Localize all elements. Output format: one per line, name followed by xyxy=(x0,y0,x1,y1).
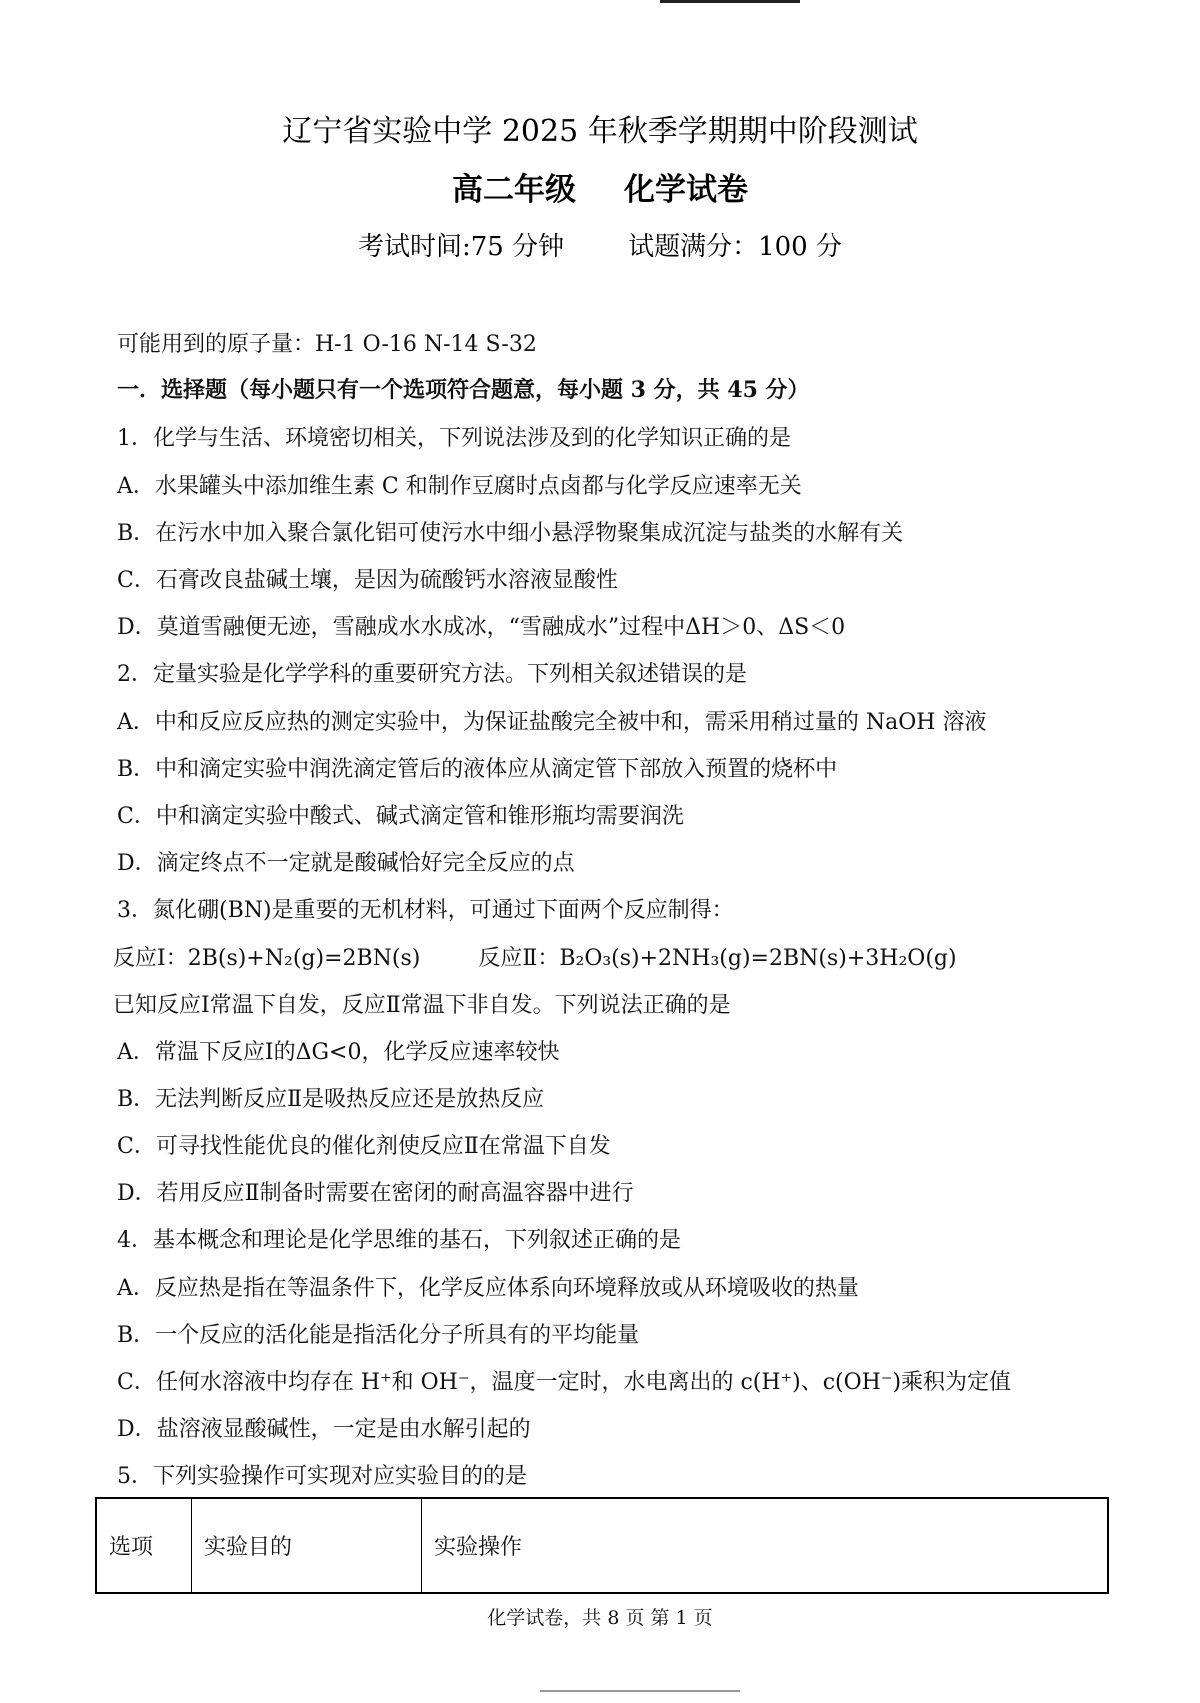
question-4-option-c: C．任何水溶液中均存在 H⁺和 OH⁻，温度一定时，水电离出的 c(H⁺)、c(OH⁻)乘积为定值 xyxy=(117,1370,1012,1395)
question-5-stem: 5．下列实验操作可实现对应实验目的的是 xyxy=(117,1464,527,1489)
question-2-option-b: B．中和滴定实验中润洗滴定管后的液体应从滴定管下部放入预置的烧杯中 xyxy=(117,757,838,782)
table-header-option: 选项 xyxy=(96,1498,192,1593)
school-title: 辽宁省实验中学 2025 年秋季学期期中阶段测试 xyxy=(282,114,918,149)
full-score: 试题满分：100 分 xyxy=(628,232,842,262)
question-2-option-d: D．滴定终点不一定就是酸碱恰好完全反应的点 xyxy=(117,851,575,876)
question-3-reactions xyxy=(113,941,957,972)
exam-info xyxy=(0,226,1200,263)
reaction-2: 反应Ⅱ：B₂O₃(s)+2NH₃(g)=2BN(s)+3H₂O(g) xyxy=(478,946,957,971)
question-3-option-b: B．无法判断反应Ⅱ是吸热反应还是放热反应 xyxy=(117,1087,545,1112)
reaction-1: 反应Ⅰ：2B(s)+N₂(g)=2BN(s) xyxy=(113,946,421,971)
paper-label: 化学试卷 xyxy=(624,172,748,208)
atomic-masses: 可能用到的原子量：H-1 O-16 N-14 S-32 xyxy=(117,332,537,357)
question-3-option-d: D．若用反应Ⅱ制备时需要在密闭的耐高温容器中进行 xyxy=(117,1181,634,1206)
question-1-stem: 1．化学与生活、环境密切相关，下列说法涉及到的化学知识正确的是 xyxy=(117,426,791,451)
experiment-table xyxy=(95,1497,1109,1594)
question-3-option-a: A．常温下反应Ⅰ的ΔG<0，化学反应速率较快 xyxy=(117,1040,560,1065)
question-1-option-c: C．石膏改良盐碱土壤，是因为硫酸钙水溶液显酸性 xyxy=(117,568,618,593)
scan-edge-mark xyxy=(660,0,800,3)
scan-edge-mark xyxy=(540,1690,740,1692)
question-1-option-b: B．在污水中加入聚合氯化铝可使污水中细小悬浮物聚集成沉淀与盐类的水解有关 xyxy=(117,521,904,546)
question-3-option-c: C．可寻找性能优良的催化剂使反应Ⅱ在常温下自发 xyxy=(117,1134,611,1159)
question-4-option-b: B．一个反应的活化能是指活化分子所具有的平均能量 xyxy=(117,1323,640,1348)
grade-label: 高二年级 xyxy=(452,172,576,208)
question-1-option-a: A．水果罐头中添加维生素 C 和制作豆腐时点卤都与化学反应速率无关 xyxy=(117,474,802,499)
question-1-option-d: D．莫道雪融便无迹，雪融成水水成冰，“雪融成水”过程中ΔH＞0、ΔS＜0 xyxy=(117,615,846,640)
question-3-context: 已知反应Ⅰ常温下自发，反应Ⅱ常温下非自发。下列说法正确的是 xyxy=(113,993,731,1018)
question-4-option-a: A．反应热是指在等温条件下，化学反应体系向环境释放或从环境吸收的热量 xyxy=(117,1276,859,1301)
question-2-stem: 2．定量实验是化学学科的重要研究方法。下列相关叙述错误的是 xyxy=(117,662,747,687)
question-4-stem: 4．基本概念和理论是化学思维的基石，下列叙述正确的是 xyxy=(117,1228,681,1253)
question-3-stem: 3．氮化硼(BN)是重要的无机材料，可通过下面两个反应制得： xyxy=(117,898,734,923)
question-4-option-d: D．盐溶液显酸碱性，一定是由水解引起的 xyxy=(117,1417,531,1442)
table-header-operation: 实验操作 xyxy=(422,1498,1109,1593)
table-header-row xyxy=(96,1498,1108,1593)
exam-time: 考试时间:75 分钟 xyxy=(357,232,565,262)
page-footer: 化学试卷，共 8 页 第 1 页 xyxy=(487,1607,713,1629)
table-header-purpose: 实验目的 xyxy=(192,1498,422,1593)
question-2-option-a: A．中和反应反应热的测定实验中，为保证盐酸完全被中和，需采用稍过量的 NaOH 溶液 xyxy=(117,710,987,735)
question-2-option-c: C．中和滴定实验中酸式、碱式滴定管和锥形瓶均需要润洗 xyxy=(117,804,684,829)
subject-title xyxy=(0,164,1200,209)
section-heading: 一．选择题（每小题只有一个选项符合题意，每小题 3 分，共 45 分） xyxy=(117,377,810,403)
